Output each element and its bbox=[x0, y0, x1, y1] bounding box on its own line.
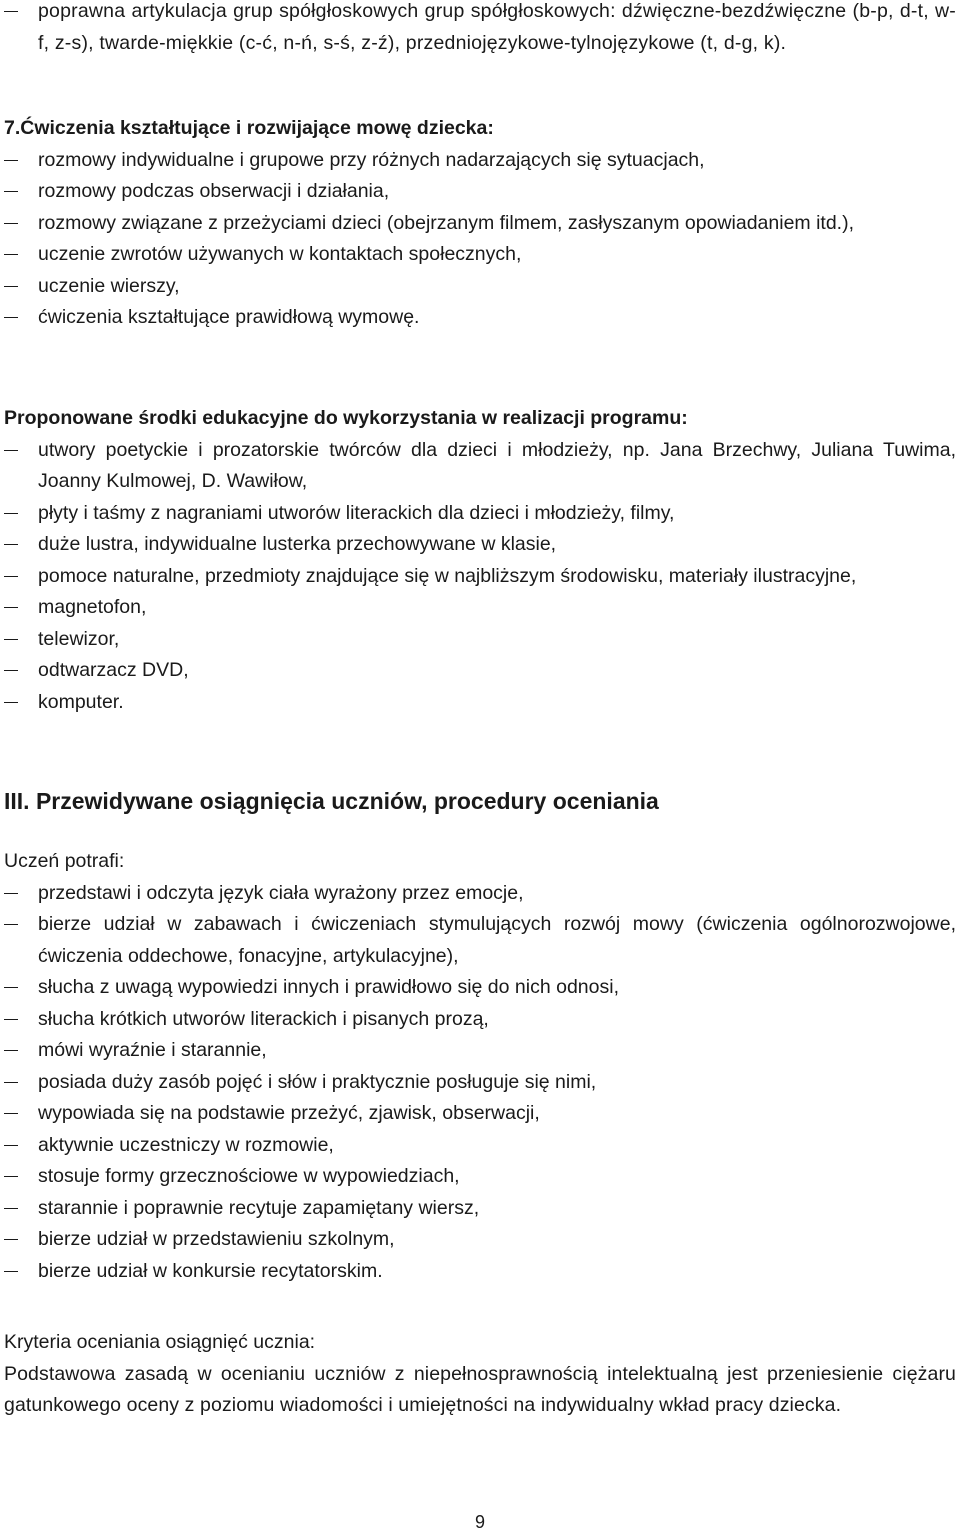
list-item: uczenie wierszy, bbox=[4, 271, 956, 303]
list-item: mówi wyraźnie i starannie, bbox=[4, 1035, 956, 1067]
srodki-list bbox=[4, 435, 956, 719]
list-item: stosuje formy grzecznościowe w wypowiedziach, bbox=[4, 1161, 956, 1193]
list-item: duże lustra, indywidualne lusterka przechowywane w klasie, bbox=[4, 529, 956, 561]
skills-list bbox=[4, 878, 956, 1288]
criteria-heading: Kryteria oceniania osiągnięć ucznia: bbox=[4, 1331, 316, 1353]
section-7 bbox=[4, 113, 956, 334]
list-item: magnetofon, bbox=[4, 592, 956, 624]
list-item: słucha z uwagą wypowiedzi innych i prawidłowo się do nich odnosi, bbox=[4, 972, 956, 1004]
list-item: rozmowy podczas obserwacji i działania, bbox=[4, 176, 956, 208]
criteria-text: Podstawowa zasadą w ocenianiu uczniów z niepełnosprawnością intelektualną jest przeniesienie ciężaru gatunkowego oceny z poziomu wiadomości i umiejętności na indywidualny wkład pracy dziecka. bbox=[4, 1362, 956, 1416]
list-item: bierze udział w przedstawieniu szkolnym, bbox=[4, 1224, 956, 1256]
list-item: bierze udział w zabawach i ćwiczeniach stymulujących rozwój mowy (ćwiczenia ogólnorozwojowe, ćwiczenia oddechowe, fonacyjne, artykulacyjne), bbox=[4, 909, 956, 972]
section-3-heading: III. Przewidywane osiągnięcia uczniów, procedury oceniania bbox=[4, 788, 659, 814]
list-item: rozmowy indywidualne i grupowe przy różnych nadarzających się sytuacjach, bbox=[4, 145, 956, 177]
list-item: płyty i taśmy z nagraniami utworów literackich dla dzieci i młodzieży, filmy, bbox=[4, 498, 956, 530]
list-item: posiada duży zasób pojęć i słów i praktycznie posługuje się nimi, bbox=[4, 1067, 956, 1099]
srodki-section bbox=[4, 403, 956, 718]
list-item: telewizor, bbox=[4, 624, 956, 656]
list-item: poprawna artykulacja grup spółgłoskowych grup spółgłoskowych: dźwięczne-bezdźwięczne (b-p, d-t, w-f, z-s), twarde-miękkie (c-ć, n-ń, s-ś, z-ź), przedniojęzykowe-tylnojęzykowe (t, d-g, k). bbox=[4, 0, 956, 59]
section-7-list bbox=[4, 145, 956, 334]
list-item: starannie i poprawnie recytuje zapamiętany wiersz, bbox=[4, 1193, 956, 1225]
srodki-heading: Proponowane środki edukacyjne do wykorzystania w realizacji programu: bbox=[4, 407, 688, 429]
section-7-heading: 7.Ćwiczenia kształtujące i rozwijające mowę dziecka: bbox=[4, 117, 494, 139]
section-3-lead: Uczeń potrafi: bbox=[4, 850, 125, 872]
list-item: bierze udział w konkursie recytatorskim. bbox=[4, 1256, 956, 1288]
list-item: ćwiczenia kształtujące prawidłową wymowę. bbox=[4, 302, 956, 334]
section-3-body bbox=[4, 846, 956, 1287]
list-item: aktywnie uczestniczy w rozmowie, bbox=[4, 1130, 956, 1162]
section-3 bbox=[4, 786, 956, 817]
page-number: 9 bbox=[474, 1512, 485, 1532]
list-item: przedstawi i odczyta język ciała wyrażony przez emocje, bbox=[4, 878, 956, 910]
list-item: słucha krótkich utworów literackich i pisanych prozą, bbox=[4, 1004, 956, 1036]
list-item: wypowiada się na podstawie przeżyć, zjawisk, obserwacji, bbox=[4, 1098, 956, 1130]
criteria-section bbox=[4, 1327, 956, 1422]
list-item: utwory poetyckie i prozatorskie twórców dla dzieci i młodzieży, np. Jana Brzechwy, Juliana Tuwima, Joanny Kulmowej, D. Wawiłow, bbox=[4, 435, 956, 498]
list-item: pomoce naturalne, przedmioty znajdujące się w najbliższym środowisku, materiały ilustracyjne, bbox=[4, 561, 956, 593]
list-item: uczenie zwrotów używanych w kontaktach społecznych, bbox=[4, 239, 956, 271]
list-item: rozmowy związane z przeżyciami dzieci (obejrzanym filmem, zasłyszanym opowiadaniem itd.), bbox=[4, 208, 956, 240]
list-item: odtwarzacz DVD, bbox=[4, 655, 956, 687]
intro-list bbox=[4, 0, 956, 59]
list-item: komputer. bbox=[4, 687, 956, 719]
